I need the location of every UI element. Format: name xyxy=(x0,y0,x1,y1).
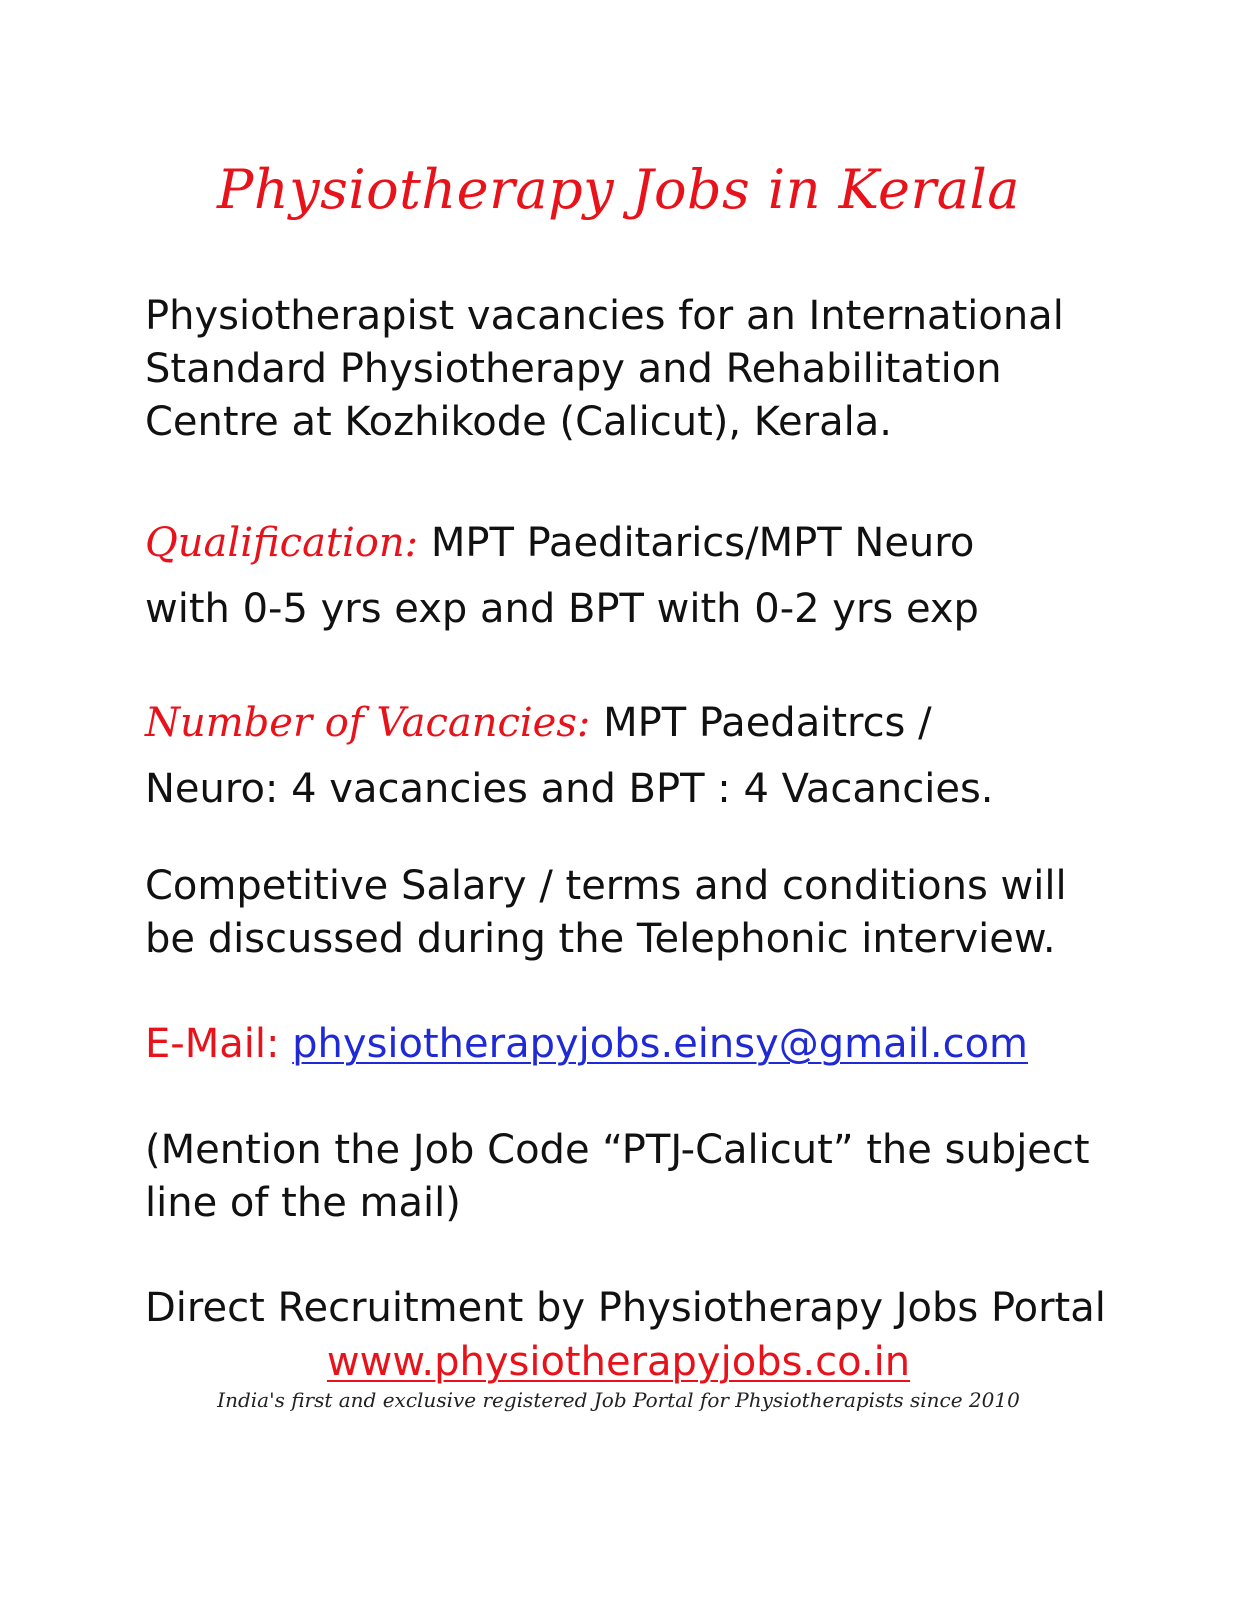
email-section xyxy=(145,1018,1105,1071)
salary-paragraph xyxy=(145,860,1105,966)
qualification-value: MPT Paeditarics/MPT Neuro xyxy=(418,520,975,566)
vacancies-line-2: Neuro: 4 vacancies and BPT : 4 Vacancies. xyxy=(145,766,994,812)
job-code-note xyxy=(145,1124,1105,1230)
portal-tagline: India's first and exclusive registered Job Portal for Physiotherapists since 2010 xyxy=(217,1388,1020,1412)
intro-paragraph xyxy=(145,290,1105,449)
email-label: E-Mail: xyxy=(145,1021,280,1067)
qualification-section xyxy=(145,510,1105,642)
email-link[interactable]: physiotherapyjobs.einsy@gmail.com xyxy=(292,1021,1029,1067)
recruitment-credit: Direct Recruitment by Physiotherapy Jobs Portal xyxy=(145,1285,1106,1331)
vacancies-section xyxy=(145,690,1105,822)
salary-line-2: be discussed during the Telephonic interview. xyxy=(145,916,1056,962)
intro-line-2: Standard Physiotherapy and Rehabilitation xyxy=(145,346,1002,392)
job-code-line-1: (Mention the Job Code “PTJ-Calicut” the subject xyxy=(145,1127,1090,1173)
website-line xyxy=(0,1336,1237,1389)
qualification-line-1 xyxy=(145,510,1105,576)
vacancies-line-1 xyxy=(145,690,1105,756)
vacancies-label: Number of Vacancies: xyxy=(145,700,591,746)
salary-line-1: Competitive Salary / terms and conditions will xyxy=(145,863,1067,909)
job-code-line-2: line of the mail) xyxy=(145,1180,461,1226)
intro-line-3: Centre at Kozhikode (Calicut), Kerala. xyxy=(145,399,892,445)
qualification-label: Qualification: xyxy=(145,520,419,566)
vacancies-value: MPT Paedaitrcs / xyxy=(590,700,932,746)
intro-line-1: Physiotherapist vacancies for an International xyxy=(145,293,1064,339)
page-title: Physiotherapy Jobs in Kerala xyxy=(217,158,1020,221)
website-link[interactable]: www.physiotherapyjobs.co.in xyxy=(326,1339,911,1385)
qualification-line-2: with 0-5 yrs exp and BPT with 0-2 yrs exp xyxy=(145,586,979,632)
